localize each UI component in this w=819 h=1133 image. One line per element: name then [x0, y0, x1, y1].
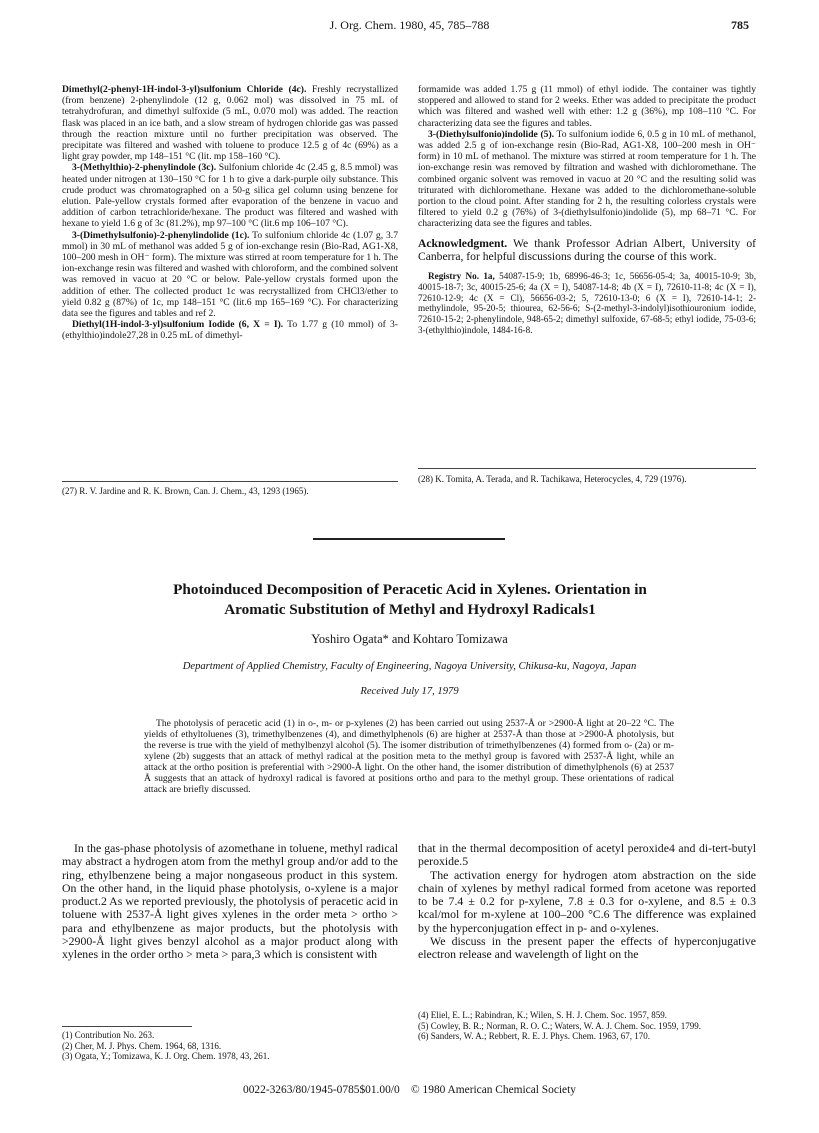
paragraph-text: To 1.77 g (10 mmol) of 3-(ethylthio)indole27,28 in 0.25 mL of dimethyl- — [62, 319, 398, 342]
paragraph-3c — [62, 162, 398, 229]
footnote-rule — [418, 468, 756, 469]
paragraph-text: To sulfonium iodide 6, 0.5 g in 10 mL of methanol, was added 2.5 g of ion-exchange resin (Bio-Rad, AG1-X8, 100–200 mesh in OH⁻ form) in 10 mL of methanol. The mixture was stirred at room temperature for 1 h. The ion-exchange resin was removed by filtration and washed with dichloromethane. The combined organic solvent was removed in vacuo at 20 °C and the resulting solid was triturated with dichloromethane. Hexane was added to the dichloromethane-soluble portion to the cloud point. After standing for 2 h, the resulting colorless crystals were filtered to yield 0.2 g (76%) of 3-(diethylsulfonio)indolide (5), mp 68–71 °C. For characterizing data see the figures and tables. — [418, 128, 756, 230]
footnote-1: (1) Contribution No. 263. — [62, 1030, 155, 1040]
page-footer — [0, 1084, 819, 1096]
body-paragraph: that in the thermal decomposition of acetyl peroxide4 and di-tert-butyl peroxide.5 — [418, 841, 756, 869]
footnote-rule — [62, 481, 398, 482]
compound-heading-3c: 3-(Methylthio)-2-phenylindole (3c). — [72, 162, 217, 174]
body-left-column — [62, 842, 398, 962]
footnote-4: (4) Eliel, E. L.; Rabindran, K.; Wilen, S. H. J. Chem. Soc. 1957, 859. — [418, 1010, 667, 1020]
registry-text: 54087-15-9; 1b, 68996-46-3; 1c, 56656-05-4; 3a, 40015-10-9; 3b, 40015-18-7; 3c, 40015-25-6; 4a (X = I), 54087-14-8; 4b (X = I), 72610-11-8; 4c (X = I), 72610-12-9; 4c (X = Cl), 56656-03-2; 5, 72610-13-0; 6 (X = I), 72610-14-1; 2-methylindole, 95-20-5; thiourea, 62-56-6; S-(2-methyl-3-indolyl)isothiouronium iodide, 72610-15-2; 2-phenylindole, 948-65-2; dimethyl sulfoxide, 67-68-5; ethyl iodide, 75-03-6; 3-(ethylthio)indole, 1484-16-8. — [418, 271, 757, 336]
paragraph-text: Freshly recrystallized (from benzene) 2-phenylindole (12 g, 0.062 mol) was dissolved in 75 mL of tetrahydrofuran, and dimethyl sulfoxide (5 mL, 0.070 mol) was added. The reaction flask was placed in an ice bath, and a slow stream of hydrogen chloride gas was passed through the reaction mixture until no further precipitation was observed. The precipitate was filtered and washed with toluene to produce 12.5 g of 4c (69%) as a light gray powder, mp 148–151 °C (lit. mp 158–160 °C). — [62, 84, 398, 163]
body-paragraph: We discuss in the present paper the effects of hyperconjugative electron release and wavelength of light on the — [418, 934, 756, 962]
footnote-6: (6) Sanders, W. A.; Rebbert, R. E. J. Phys. Chem. 1963, 67, 170. — [418, 1031, 650, 1042]
compound-heading-1c: 3-(Dimethylsulfonio)-2-phenylindolide (1c). — [72, 229, 250, 241]
footnotes-left — [62, 1030, 398, 1062]
paragraph-5 — [418, 129, 756, 230]
title-line-1: Photoinduced Decomposition of Peracetic Acid in Xylenes. Orientation in — [173, 581, 647, 598]
compound-heading-6: Diethyl(1H-indol-3-yl)sulfonium Iodide (6, X = I). — [72, 319, 284, 331]
section-divider — [313, 538, 505, 540]
compound-heading-5: 3-(Diethylsulfonio)indolide (5). — [428, 128, 555, 140]
received-date: Received July 17, 1979 — [360, 686, 459, 697]
compound-heading-4c: Dimethyl(2-phenyl-1H-indol-3-yl)sulfonium Chloride (4c). — [62, 84, 307, 95]
title-line-2: Aromatic Substitution of Methyl and Hydroxyl Radicals1 — [224, 601, 596, 618]
footnote-3: (3) Ogata, Y.; Tomizawa, K. J. Org. Chem. 1978, 43, 261. — [62, 1051, 270, 1062]
registry-heading: Registry No. 1a, — [428, 271, 495, 282]
footnote-2: (2) Cher, M. J. Phys. Chem. 1964, 68, 1316. — [62, 1040, 222, 1051]
article-code: 0022-3263/80/1945-0785$01.00/0 — [243, 1084, 400, 1096]
paragraph-text: To sulfonium chloride 4c (1.07 g, 3.7 mmol) in 30 mL of methanol was added 5 g of ion-exchange resin (Bio-Rad, AG1-X8, 100–200 mesh in OH⁻ form). The mixture was stirred at room temperature for 1 h. The ion-exchange resin was filtered and washed with chloroform, and the combined solvent was removed in vacuo at 20 °C or below. Pale-yellow crystals formed upon the addition of ether. The collected product 1c was recrystallized from CHCl3/ether to yield 0.82 g (87%) of 1c, mp 148–151 °C (lit.6 mp 165–169 °C). For characterizing data see the figures and tables and ref 2. — [62, 229, 398, 320]
journal-header: J. Org. Chem. 1980, 45, 785–788 — [329, 18, 490, 32]
acknowledgment — [418, 237, 756, 263]
body-right-column — [418, 842, 756, 962]
experimental-left-column — [62, 84, 398, 342]
acknowledgment-heading: Acknowledgment. — [418, 236, 508, 250]
affiliation: Department of Applied Chemistry, Faculty of Engineering, Nagoya University, Chikusa-ku, Nagoya, Japan — [182, 661, 637, 672]
footnote-28: (28) K. Tomita, A. Terada, and R. Tachikawa, Heterocycles, 4, 729 (1976). — [418, 474, 687, 484]
article-title — [60, 580, 760, 620]
acknowledgment-text: We thank Professor Adrian Albert, University of Canberra, for helpful discussions during the course of this work. — [418, 236, 756, 263]
registry-numbers — [418, 271, 756, 336]
author-list: Yoshiro Ogata* and Kohtaro Tomizawa — [311, 632, 508, 646]
paragraph-6 — [62, 319, 398, 341]
body-paragraph: The activation energy for hydrogen atom abstraction on the side chain of xylenes by methyl radical formed from acetone was reported to be 7.4 ± 0.2 for p-xylene, 7.8 ± 0.3 for o-xylene, and 8.5 ± 0.3 kcal/mol for m-xylene at 100–200 °C.6 The difference was explained by the hyperconjugation effect in p- and o-xylenes. — [418, 867, 756, 935]
footnote-5: (5) Cowley, B. R.; Norman, R. O. C.; Waters, W. A. J. Chem. Soc. 1959, 1799. — [418, 1020, 702, 1031]
footnote-27: (27) R. V. Jardine and R. K. Brown, Can. J. Chem., 43, 1293 (1965). — [62, 486, 309, 496]
paragraph-1c — [62, 230, 398, 320]
paragraph-continued: formamide was added 1.75 g (11 mmol) of ethyl iodide. The container was tightly stoppered and allowed to stand for 2 weeks. Ether was added to precipitate the product which was filtered and washed well with ether: 1.2 g (36%), mp 108–110 °C. For characterizing data see the figures and tables. — [418, 84, 756, 129]
abstract: The photolysis of peracetic acid (1) in o-, m- or p-xylenes (2) has been carried out using 2537-Å or >2900-Å light at 20–22 °C. The yields of ethyltoluenes (3), trimethylbenzenes (4), and dimethylphenols (6) are higher at 2537-Å than those at >2900-Å photolysis, but the reverse is true with the yield of methylbenzyl alcohol (5). The isomer distribution of trimethylbenzenes (4) formed from o- (2a) or m-xylene (2b) suggests that an attack of methyl radical at the position meta to the methyl group is favored with 2537-Å light, while an attack at the ortho position is preferential with >2900-Å light. On the other hand, the isomer distribution of dimethylphenols (6) at 2537 Å suggests that an attack of hydroxyl radical is favored at positions ortho and para to the methyl group. These orientations of radical attack are briefly discussed. — [144, 718, 674, 795]
page-number: 785 — [731, 18, 749, 32]
footnotes-right — [418, 1010, 756, 1042]
copyright: © 1980 American Chemical Society — [411, 1084, 576, 1096]
paragraph-4c — [62, 84, 398, 162]
experimental-right-column — [418, 84, 756, 336]
body-paragraph: In the gas-phase photolysis of azomethane in toluene, methyl radical may abstract a hydrogen atom from the methyl group and/or add to the ring, ethylbenzene being a major nongaseous product in this system. On the other hand, in the liquid phase photolysis, o-xylene is a major product.2 As we reported previously, the photolysis of peracetic acid in toluene with 2537-Å light gives xylenes in the order meta > ortho > para and ethylbenzene as major products, but the photolysis with >2900-Å light gives benzyl alcohol as a major product along with xylenes in the order ortho > meta > para,3 which is consistent with — [62, 841, 399, 962]
paragraph-text: Sulfonium chloride 4c (2.45 g, 8.5 mmol) was heated under nitrogen at 130–150 °C for 1 h to give a dark-purple oily substance. This crude product was chromatographed on a 50-g silica gel column using benzene for elution. Pale-yellow crystals formed after evaporation of the benzene in vacuo and addition of carbon tetrachloride/hexane. The product was filtered and washed with hexane to yield 1.6 g of 3c (81.2%), mp 97–100 °C (lit.6 mp 106–107 °C). — [62, 162, 398, 230]
footnote-rule — [62, 1026, 192, 1027]
